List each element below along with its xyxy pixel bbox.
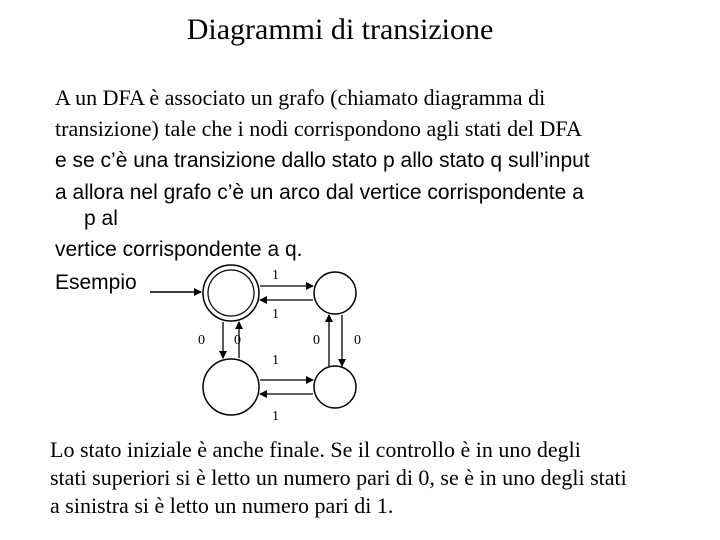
conclusion-line-3: a sinistra si è letto un numero pari di 1. [50,493,394,518]
conclusion-paragraph [50,436,700,520]
label-top-right: 1 [272,268,279,283]
label-bottom-right: 1 [272,353,279,368]
state-top-right [314,272,356,314]
slide-title: Diagrammi di transizione [186,13,494,46]
intro-line-6: vertice corrispondente a q. [55,238,303,261]
intro-line-3: e se c’è una transizione dallo stato p allo stato q sull’input [55,149,590,172]
label-bottom-left: 1 [272,409,279,424]
state-bottom-left [203,359,259,415]
label-left-down: 0 [198,333,205,348]
example-label: Esempio [55,271,137,294]
intro-line-1: A un DFA è associato un grafo (chiamato diagramma di [55,85,546,110]
state-bottom-right [314,366,356,408]
conclusion-line-2: stati superiori si è letto un numero pari di 0, se è in uno degli stati [50,465,627,490]
intro-line-2: transizione) tale che i nodi corrispondono agli stati del DFA [55,116,582,141]
label-right-down: 0 [354,333,361,348]
intro-line-4: a allora nel grafo c’è un arco dal vertice corrispondente a [55,181,584,204]
conclusion-line-1: Lo stato iniziale è anche finale. Se il controllo è in uno degli [50,437,581,462]
state-top-left [203,265,259,321]
label-top-left: 1 [272,307,279,322]
label-left-up: 0 [234,333,241,348]
intro-line-5: p al [84,207,118,230]
label-right-up: 0 [313,333,320,348]
